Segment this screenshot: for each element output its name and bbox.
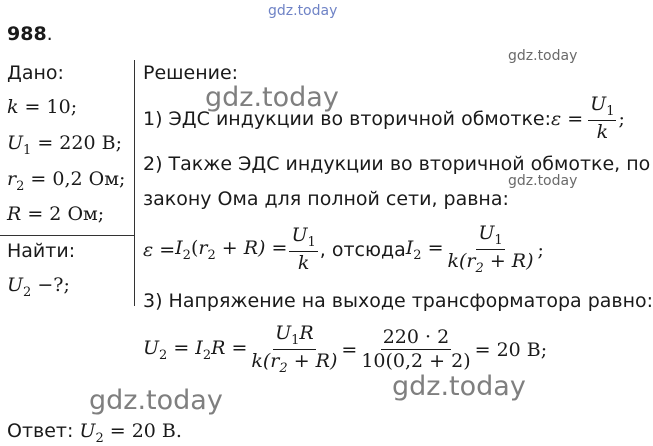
divider-horizontal [0,235,134,236]
solution-step-1: 1) ЭДС индукции во вторичной обмотке: ε = $\frac{U_1}{k}$ ; [143,93,625,144]
equation-3: $U_2 = I_2R$ = $\frac{U_1R}{k(r_2 + R)}$ = $\frac{220 \cdot 2}{10(0,2 + 2)}$ = 20 В; [143,322,548,377]
problem-number: 988. [7,23,53,45]
watermark-right-1: gdz.today [508,48,578,64]
fraction-numeric: $\frac{220 \cdot 2}{10(0,2 + 2)}$ [361,325,471,373]
answer-line: Ответ: $U_2 = 20$ В. [7,420,182,446]
watermark-right-2: gdz.today [508,173,578,189]
given-heading: Дано: [7,62,64,84]
fraction-u1-over-k-2: $\frac{U_1}{k}$ [291,223,316,274]
divider-vertical [134,60,135,306]
watermark-top: gdz.today [268,3,338,19]
watermark-big-3: gdz.today [89,385,223,416]
find-heading: Найти: [7,240,76,262]
watermark-big-1: gdz.today [205,82,339,113]
given-line-k: k = 10; [7,96,78,118]
equation-2: ε = $I_2(r_2 + R)$ = $\frac{U_1}{k}$ , отсюда $I_2$ = $\frac{U_1}{k(r_2 + R)}$ ; [143,222,544,277]
find-line-u2: $U_2$ −?; [7,274,70,300]
fraction-u1-over-kr2r: $\frac{U_1}{k(r_2 + R)}$ [447,222,534,277]
watermark-big-2: gdz.today [392,371,526,402]
given-line-r: R = 2 Ом; [7,203,105,225]
solution-step-2-line-2: закону Ома для полной сети, равна: [143,188,509,210]
given-line-r2: $r_2 = 0,2$ Ом; [7,168,126,194]
solution-step-3: 3) Напряжение на выходе трансформатора равно: [143,290,653,312]
solution-step-2-line-1: 2) Также ЭДС индукции во вторичной обмотке, по [143,153,651,175]
fraction-u1-over-k: $\frac{U_1}{k}$ [590,93,615,144]
solution-heading: Решение: [143,62,239,84]
fraction-u1r-over-kr2r: $\frac{U_1R}{k(r_2 + R)}$ [251,322,338,377]
given-line-u1: $U_1 = 220$ В; [7,132,122,158]
